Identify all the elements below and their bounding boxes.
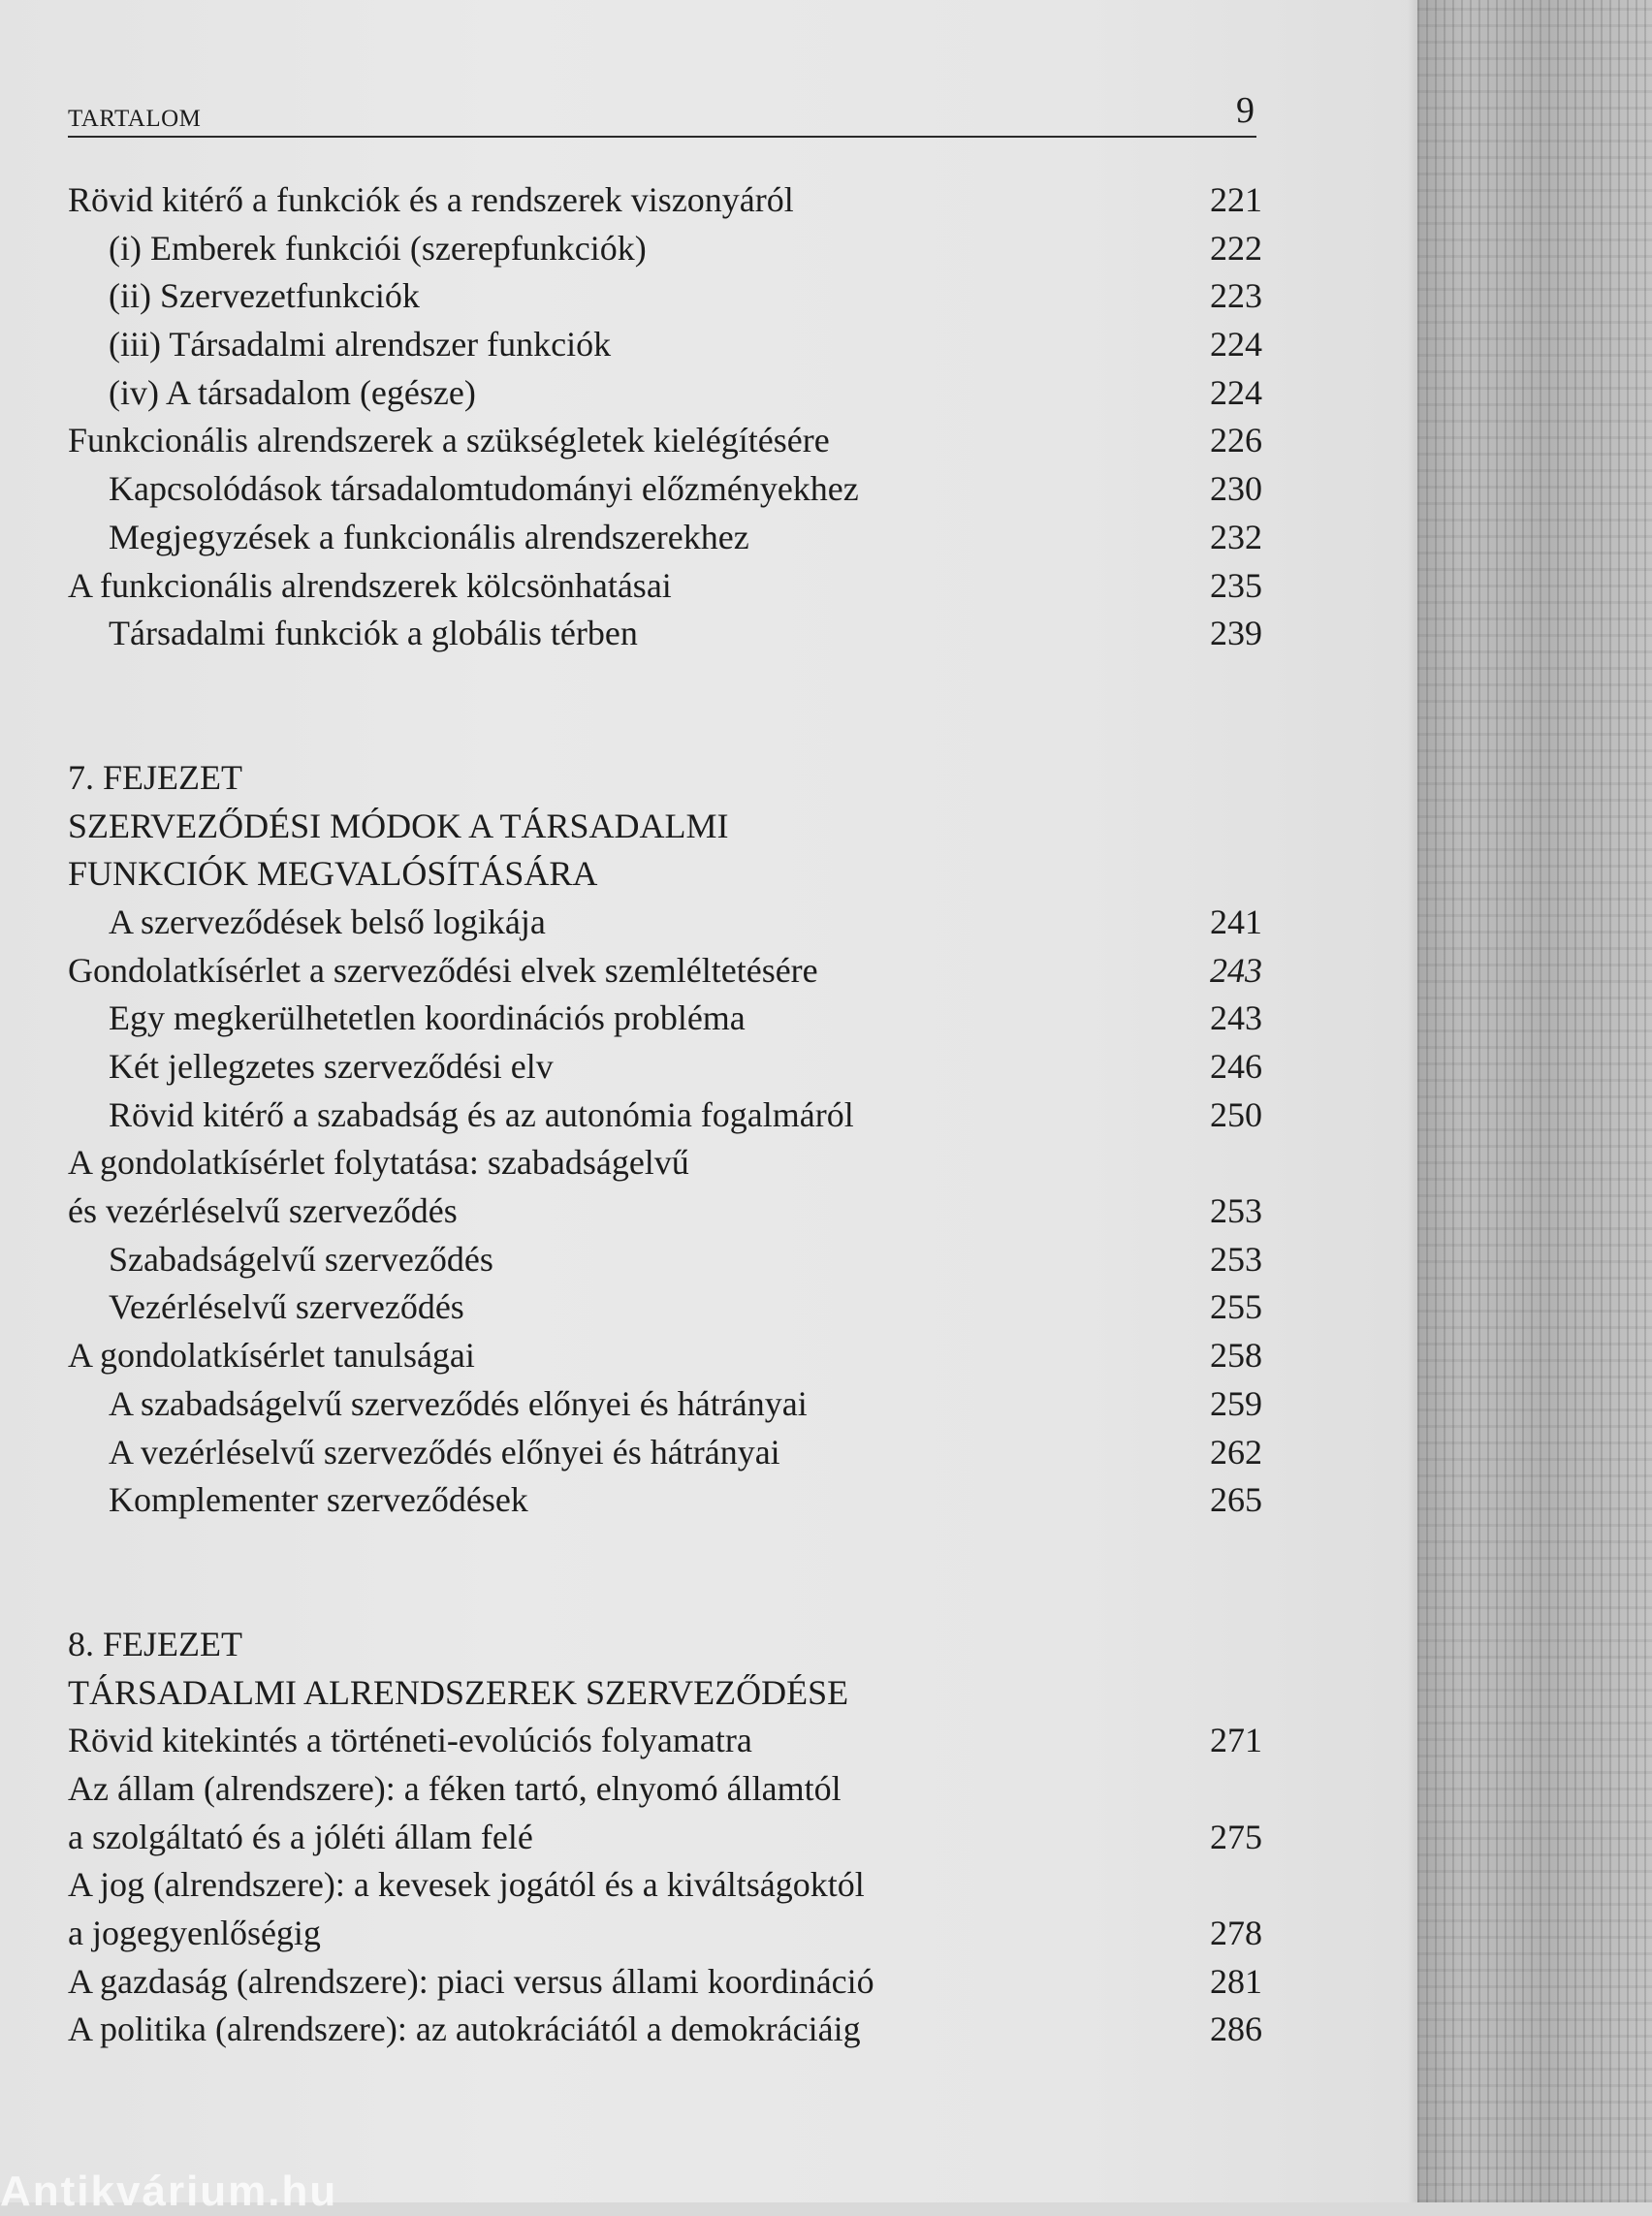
toc-entry-page: 286 [1210,2010,1262,2049]
toc-entry-page: 258 [1210,1336,1262,1376]
toc-entry-text: A szabadságelvű szerveződés előnyei és hátrányai [109,1383,808,1423]
chapter-label [68,754,1262,803]
watermark: Antikvárium.hu [0,2168,338,2215]
toc-entry [68,1092,1262,1140]
section-gap [68,658,1262,754]
toc-entry [68,225,1262,273]
toc-entry-text: Társadalmi funkciók a globális térben [109,614,638,653]
toc-entry-page: 250 [1210,1094,1262,1134]
toc-entry [68,947,1262,996]
toc-entry-text: és vezérléselvű szerveződés [68,1191,458,1231]
toc-entry-text: (i) Emberek funkciói (szerepfunkciók) [109,228,647,268]
chapter-title [68,1669,1262,1718]
toc-entry-text: (ii) Szervezetfunkciók [109,276,420,316]
toc-entry [68,1910,1262,1958]
toc-entry [68,514,1262,562]
table-of-contents [68,176,1262,2054]
toc-entry-page: 243 [1210,998,1262,1038]
toc-entry-page: 226 [1210,421,1262,460]
toc-entry-text: A gondolatkísérlet tanulságai [68,1336,475,1376]
toc-entry-text: (iv) A társadalom (egésze) [109,372,476,412]
toc-entry [68,1139,1262,1187]
toc-entry-page: 265 [1210,1480,1262,1520]
toc-entry-page: 224 [1210,372,1262,412]
toc-entry-text: A gondolatkísérlet folytatása: szabadságelvű [68,1143,689,1183]
chapter-title-text: FUNKCIÓK MEGVALÓSÍTÁSÁRA [68,854,598,894]
toc-entry-page: 223 [1210,276,1262,316]
toc-entry-page: 259 [1210,1383,1262,1423]
running-header [68,81,1256,138]
toc-entry-page: 239 [1210,614,1262,653]
chapter-label-text: 8. FEJEZET [68,1624,242,1663]
toc-entry [68,465,1262,514]
toc-entry-text: Szabadságelvű szerveződés [109,1239,493,1279]
toc-entry-text: Funkcionális alrendszerek a szükségletek kielégítésére [68,421,830,460]
toc-entry-page: 278 [1210,1914,1262,1952]
chapter-title-text: TÁRSADALMI ALRENDSZEREK SZERVEZŐDÉSE [68,1672,849,1712]
toc-entry-page: 224 [1210,325,1262,364]
toc-entry [68,2006,1262,2054]
toc-entry [68,272,1262,321]
book-binding [1417,0,1652,2202]
toc-entry-text: Rövid kitérő a szabadság és az autonómia fogalmáról [109,1094,854,1134]
toc-entry-text: (iii) Társadalmi alrendszer funkciók [109,325,612,364]
toc-entry-page: 271 [1210,1721,1262,1760]
toc-entry-page: 275 [1210,1817,1262,1856]
toc-entry-page: 253 [1210,1239,1262,1279]
toc-entry [68,1861,1262,1910]
toc-entry [68,1476,1262,1525]
chapter-label [68,1621,1262,1669]
toc-entry-page: 255 [1210,1287,1262,1327]
toc-entry [68,1043,1262,1092]
toc-entry-text: A funkcionális alrendszerek kölcsönhatásai [68,565,672,605]
toc-entry-text: a jogegyenlőségig [68,1914,321,1952]
toc-entry-text: Az állam (alrendszere): a féken tartó, elnyomó államtól [68,1768,842,1808]
toc-entry [68,899,1262,947]
toc-entry-text: Megjegyzések a funkcionális alrendszerekhez [109,517,749,556]
toc-entry-page: 246 [1210,1047,1262,1086]
toc-entry [68,1765,1262,1814]
chapter-title [68,850,1262,899]
toc-entry-text: A szerveződések belső logikája [109,902,546,941]
toc-entry-text: A politika (alrendszere): az autokráciától a demokráciáig [68,2010,861,2049]
toc-entry-text: Gondolatkísérlet a szerveződési elvek szemléltetésére [68,950,818,990]
toc-entry-text: Egy megkerülhetetlen koordinációs probléma [109,998,746,1038]
chapter-title-text: SZERVEZŐDÉSI MÓDOK A TÁRSADALMI [68,806,729,845]
toc-entry-page: 253 [1210,1191,1262,1231]
toc-entry-text: A jog (alrendszere): a kevesek jogától és a kiváltságoktól [68,1865,865,1905]
toc-entry-page: 241 [1210,902,1262,941]
toc-entry-page: 222 [1210,228,1262,268]
toc-entry [68,562,1262,611]
toc-entry-text: Rövid kitekintés a történeti-evolúciós folyamatra [68,1721,752,1760]
toc-entry-text: A gazdaság (alrendszere): piaci versus állami koordináció [68,1961,874,2001]
toc-entry-page: 281 [1210,1961,1262,2001]
toc-entry [68,1958,1262,2007]
toc-entry [68,369,1262,418]
toc-entry [68,610,1262,658]
toc-entry-text: Rövid kitérő a funkciók és a rendszerek viszonyáról [68,180,794,219]
toc-entry-text: Két jellegzetes szerveződési elv [109,1047,554,1086]
toc-entry [68,321,1262,369]
page-number: 9 [1236,90,1255,131]
toc-entry-text: Vezérléselvű szerveződés [109,1287,464,1327]
running-head-title: TARTALOM [68,106,202,132]
toc-entry-text: Komplementer szerveződések [109,1480,528,1520]
toc-entry-page: 262 [1210,1432,1262,1472]
toc-entry-page: 243 [1210,950,1262,990]
toc-entry-page: 235 [1210,565,1262,605]
toc-entry [68,1236,1262,1284]
toc-entry [68,1187,1262,1236]
toc-entry-page: 230 [1210,469,1262,509]
toc-entry [68,1283,1262,1332]
toc-entry-text: a szolgáltató és a jóléti állam felé [68,1817,533,1856]
toc-entry [68,417,1262,465]
toc-entry [68,995,1262,1043]
toc-entry-text: Kapcsolódások társadalomtudományi előzményekhez [109,469,859,509]
chapter-label-text: 7. FEJEZET [68,757,242,797]
toc-entry [68,1380,1262,1429]
toc-entry-text: A vezérléselvű szerveződés előnyei és hátrányai [109,1432,780,1472]
chapter-title [68,803,1262,851]
toc-entry-page: 232 [1210,517,1262,556]
toc-entry [68,1717,1262,1765]
toc-entry [68,176,1262,225]
section-gap [68,1525,1262,1621]
toc-entry [68,1429,1262,1477]
toc-entry-page: 221 [1210,180,1262,219]
toc-entry [68,1814,1262,1862]
toc-entry [68,1332,1262,1380]
